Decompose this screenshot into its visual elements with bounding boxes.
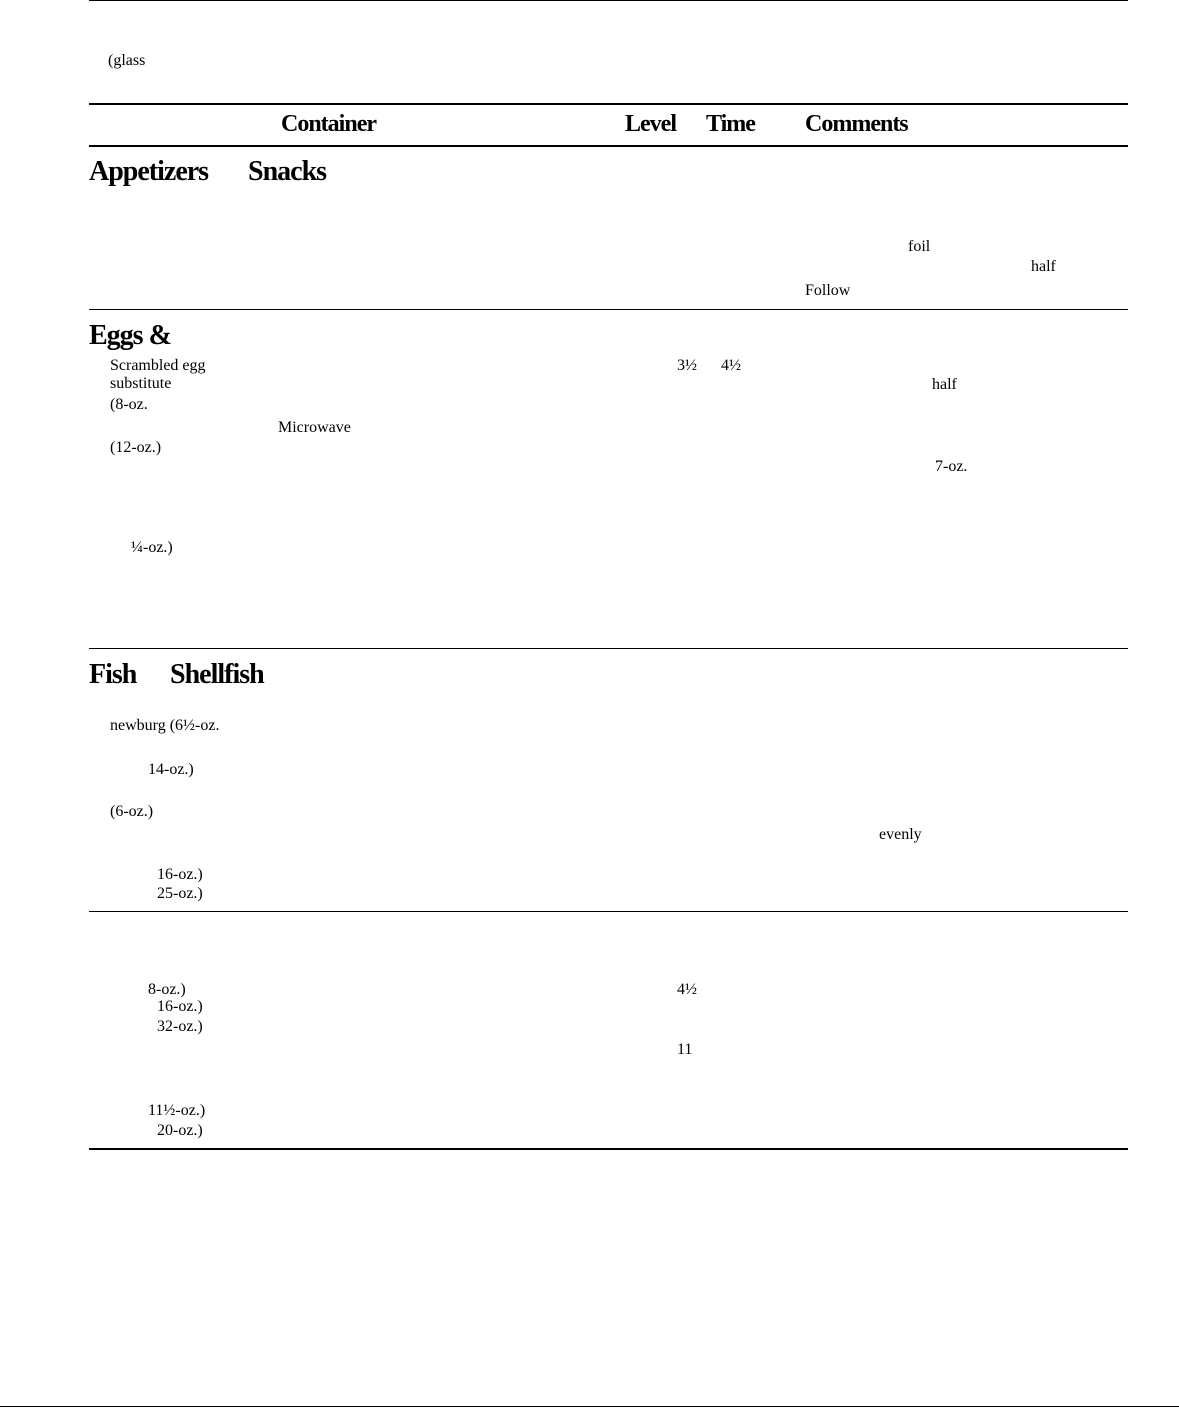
eggs-item-12oz: (12-oz.) bbox=[110, 439, 162, 456]
appetizers-comment-foil: foil bbox=[908, 238, 931, 255]
eggs-comment-half: half bbox=[932, 376, 957, 393]
eggs-container-microwave: Microwave bbox=[278, 419, 351, 436]
eggs-item-scrambled: Scrambled egg bbox=[110, 357, 206, 374]
appetizers-comment-follow: Follow bbox=[805, 282, 851, 299]
header-level: Level bbox=[625, 111, 676, 137]
section-title-eggs: Eggs & bbox=[89, 320, 171, 351]
header-bottom-rule bbox=[89, 145, 1128, 147]
section-title-fish: Fish bbox=[89, 659, 137, 690]
section-title-appetizers: Appetizers bbox=[89, 156, 209, 187]
fourth-time-a: 4½ bbox=[677, 981, 697, 998]
appetizers-comment-half: half bbox=[1031, 258, 1056, 275]
appetizers-divider bbox=[89, 309, 1128, 310]
fourth-time-b: 11 bbox=[677, 1041, 693, 1058]
table-bottom-rule bbox=[89, 1148, 1128, 1150]
eggs-time-b: 4½ bbox=[721, 357, 741, 374]
section-title-snacks: Snacks bbox=[248, 156, 327, 187]
fish-item-25oz: 25-oz.) bbox=[157, 885, 203, 902]
bottom-page-rule bbox=[0, 1406, 1179, 1407]
fourth-item-11half-oz: 11½-oz.) bbox=[148, 1102, 206, 1119]
fish-divider bbox=[89, 911, 1128, 912]
fish-item-16oz: 16-oz.) bbox=[157, 866, 203, 883]
header-top-rule bbox=[89, 103, 1128, 105]
eggs-time-a: 3½ bbox=[677, 357, 697, 374]
intro-glass-fragment: (glass bbox=[108, 52, 146, 69]
eggs-comment-7oz: 7-oz. bbox=[935, 458, 968, 475]
eggs-item-quarter-oz: ¼-oz.) bbox=[131, 539, 173, 556]
header-comments: Comments bbox=[805, 111, 908, 137]
eggs-item-8oz: (8-oz. bbox=[110, 396, 148, 413]
fish-item-newburg: newburg (6½-oz. bbox=[110, 717, 220, 734]
fourth-item-32oz: 32-oz.) bbox=[157, 1018, 203, 1035]
header-time: Time bbox=[706, 111, 755, 137]
fish-item-14oz: 14-oz.) bbox=[148, 761, 194, 778]
top-rule bbox=[89, 0, 1128, 1]
eggs-item-substitute: substitute bbox=[110, 375, 172, 392]
fish-comment-evenly: evenly bbox=[879, 826, 922, 843]
fourth-item-20oz: 20-oz.) bbox=[157, 1122, 203, 1139]
fourth-item-16oz: 16-oz.) bbox=[157, 998, 203, 1015]
fourth-item-8oz: 8-oz.) bbox=[148, 981, 186, 998]
section-title-shellfish: Shellfish bbox=[170, 659, 264, 690]
fish-item-6oz: (6-oz.) bbox=[110, 803, 154, 820]
header-container: Container bbox=[281, 111, 376, 137]
eggs-divider bbox=[89, 648, 1128, 649]
